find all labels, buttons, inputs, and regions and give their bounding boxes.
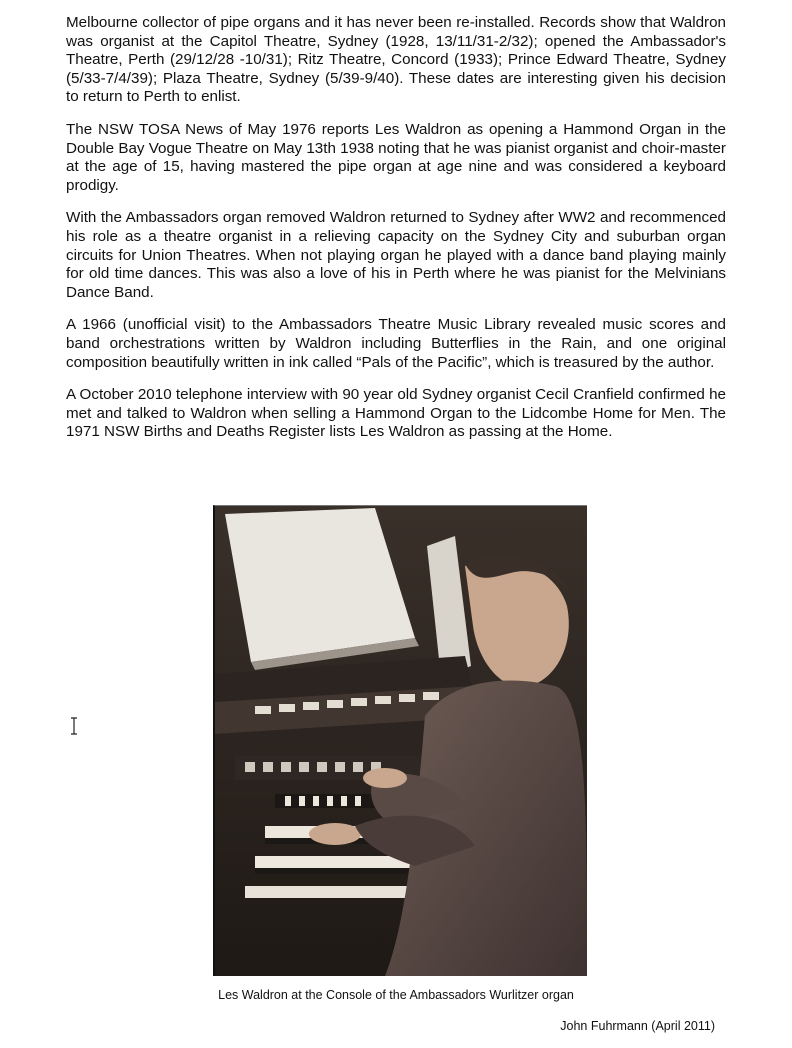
paragraph-records: Melbourne collector of pipe organs and it has never been re-installed. Records show that Waldron was organist at the Capitol Theatre, Sydney (1928, 13/11/31-2/32); opened the Ambassador's Theatre, Perth (29/12/28 -10/31); Ritz Theatre, Concord (1933); Prince Edward Theatre, Sydney (5/33-7/4/39); Plaza Theatre, Sydney (5/39-9/40). These dates are interesting given his decision to return to Perth to enlist. bbox=[66, 14, 726, 106]
paragraph-tosa-news: The NSW TOSA News of May 1976 reports Les Waldron as opening a Hammond Organ in the Double Bay Vogue Theatre on May 13th 1938 noting that he was pianist organist and choir-master at the age of 15, having mastered the pipe organ at age nine and was considered a keyboard prodigy. bbox=[66, 120, 726, 194]
paragraph-music-library: A 1966 (unofficial visit) to the Ambassadors Theatre Music Library revealed music scores and band orchestrations written by Waldron including Butterflies in the Rain, and one original composition beautifully written in ink called “Pals of the Pacific”, which is treasured by the author. bbox=[66, 316, 726, 371]
paragraph-post-war: With the Ambassadors organ removed Waldron returned to Sydney after WW2 and recommenced his role as a theatre organist in a relieving capacity on the Sydney City and suburban organ circuits for Union Theatres. When not playing organ he played with a dance band playing mainly for old time dances. This was also a love of his in Perth where he was pianist for the Melvinians Dance Band. bbox=[66, 209, 726, 301]
paragraph-interview: A October 2010 telephone interview with 90 year old Sydney organist Cecil Cranfield confirmed he met and talked to Waldron when selling a Hammond Organ to the Lidcombe Home for Men. The 1971 NSW Births and Deaths Register lists Les Waldron as passing at the Home. bbox=[66, 386, 726, 441]
photo-caption: Les Waldron at the Console of the Ambassadors Wurlitzer organ bbox=[218, 988, 574, 1002]
organist-photo bbox=[213, 505, 587, 976]
text-cursor-icon bbox=[68, 717, 80, 735]
author-attribution: John Fuhrmann (April 2011) bbox=[560, 1019, 715, 1033]
article-body bbox=[66, 14, 726, 456]
organist-photo-illustration bbox=[215, 506, 587, 976]
